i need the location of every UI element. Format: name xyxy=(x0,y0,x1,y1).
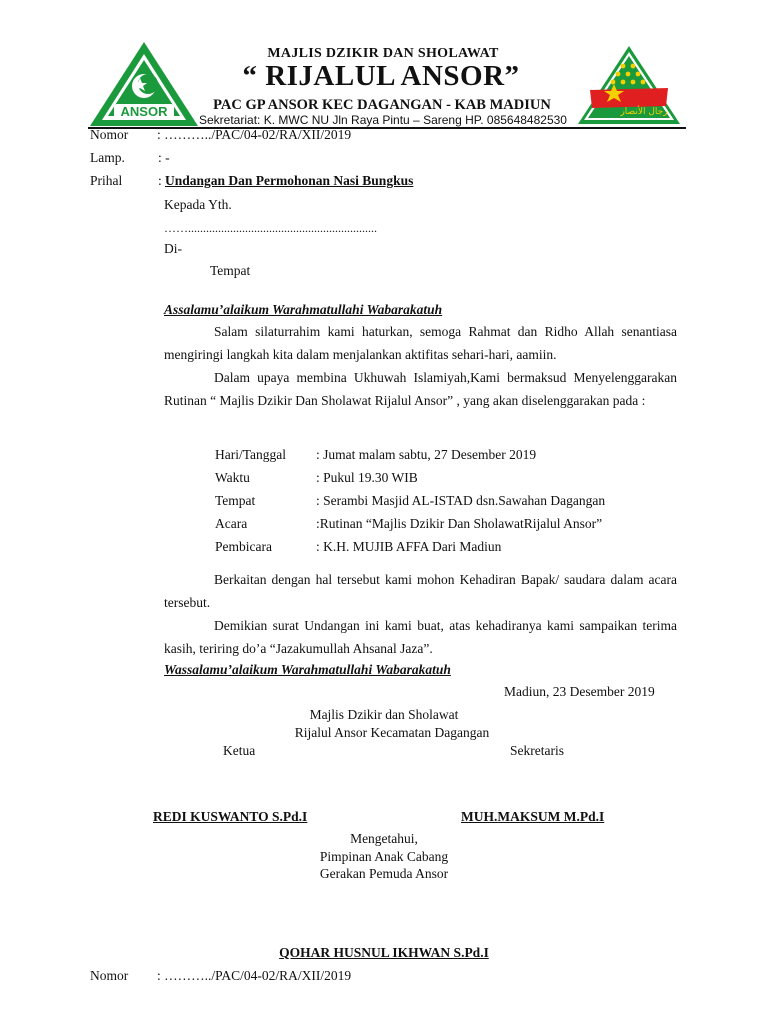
detail-label-hari: Hari/Tanggal xyxy=(215,447,287,462)
signer-sekretaris-name: MUH.MAKSUM M.Pd.I xyxy=(461,809,605,824)
detail-label-acara: Acara xyxy=(215,516,248,531)
role-sekretaris: Sekretaris xyxy=(510,743,564,758)
paragraph-2: Dalam upaya membina Ukhuwah Islamiyah,Kami bermaksud Menyelenggarakan Rutinan “ Majlis Dzikir Dan Sholawat Rijalul Ansor” , yang akan diselenggarakan pada : xyxy=(164,370,677,408)
logo-left-text: ANSOR xyxy=(120,104,168,119)
recipient-di: Di- xyxy=(164,241,182,256)
salam-close: Wassalamu’alaikum Warahmatullahi Wabarakatuh xyxy=(164,662,451,677)
recipient-dots: ……............................................................... xyxy=(164,221,377,235)
detail-value-waktu: : Pukul 19.30 WIB xyxy=(316,470,418,485)
org-secretariat: Sekretariat: K. MWC NU Jln Raya Pintu – Sareng HP. 085648482530 xyxy=(199,113,567,127)
org-sign-line2: Rijalul Ansor Kecamatan Dagangan xyxy=(294,725,490,740)
detail-value-acara: :Rutinan “Majlis Dzikir Dan SholawatRijalul Ansor” xyxy=(316,516,603,531)
nomor-label: Nomor xyxy=(90,127,129,142)
org-branch: PAC GP ANSOR KEC DAGANGAN - KAB MADIUN xyxy=(213,97,551,113)
footer-nomor-value: : ………../PAC/04-02/RA/XII/2019 xyxy=(157,968,352,983)
paragraph-1: Salam silaturrahim kami haturkan, semoga Rahmat dan Ridho Allah senantiasa mengiringi langkah kita dalam menjalankan aktifitas sehari-hari, aamiin. xyxy=(164,324,677,362)
recipient-tempat: Tempat xyxy=(210,263,251,278)
recipient-kepada: Kepada Yth. xyxy=(164,197,232,212)
detail-label-waktu: Waktu xyxy=(215,470,250,485)
mengetahui-line3: Gerakan Pemuda Ansor xyxy=(319,866,449,881)
prihal-colon: : xyxy=(158,173,162,188)
org-name-line: MAJLIS DZIKIR DAN SHOLAWAT xyxy=(267,46,499,61)
prihal-value: Undangan Dan Permohonan Nasi Bungkus xyxy=(165,173,414,188)
detail-value-hari: : Jumat malam sabtu, 27 Desember 2019 xyxy=(316,447,537,462)
lamp-value: : - xyxy=(158,150,170,165)
prihal-label: Prihal xyxy=(90,173,123,188)
signer-ketua-name: REDI KUSWANTO S.Pd.I xyxy=(153,809,308,824)
place-date: Madiun, 23 Desember 2019 xyxy=(504,684,655,699)
mengetahui-line1: Mengetahui, xyxy=(350,831,418,846)
detail-value-pembicara: : K.H. MUJIB AFFA Dari Madiun xyxy=(316,539,502,554)
org-title: “ RIJALUL ANSOR” xyxy=(242,60,520,92)
lamp-label: Lamp. xyxy=(90,150,125,165)
nomor-value: : ………../PAC/04-02/RA/XII/2019 xyxy=(157,127,352,142)
role-ketua: Ketua xyxy=(223,743,256,758)
detail-value-tempat: : Serambi Masjid AL-ISTAD dsn.Sawahan Dagangan xyxy=(316,493,606,508)
paragraph-3: Berkaitan dengan hal tersebut kami mohon Kehadiran Bapak/ saudara dalam acara tersebut. xyxy=(164,572,677,610)
mengetahui-line2: Pimpinan Anak Cabang xyxy=(319,849,449,864)
salam-open: Assalamu’alaikum Warahmatullahi Wabarakatuh xyxy=(164,302,443,317)
chair-name: QOHAR HUSNUL IKHWAN S.Pd.I xyxy=(279,945,489,960)
paragraph-4: Demikian surat Undangan ini kami buat, atas kehadiranya kami sampaikan terima kasih, teriring do’a “Jazakumullah Ahsanal Jaza”. xyxy=(164,618,677,656)
detail-label-tempat: Tempat xyxy=(215,493,256,508)
logo-right-text: رجال الأنصار xyxy=(620,107,668,117)
footer-nomor-label: Nomor xyxy=(90,968,129,983)
org-sign-line1: Majlis Dzikir dan Sholawat xyxy=(309,707,459,722)
detail-label-pembicara: Pembicara xyxy=(215,539,272,554)
